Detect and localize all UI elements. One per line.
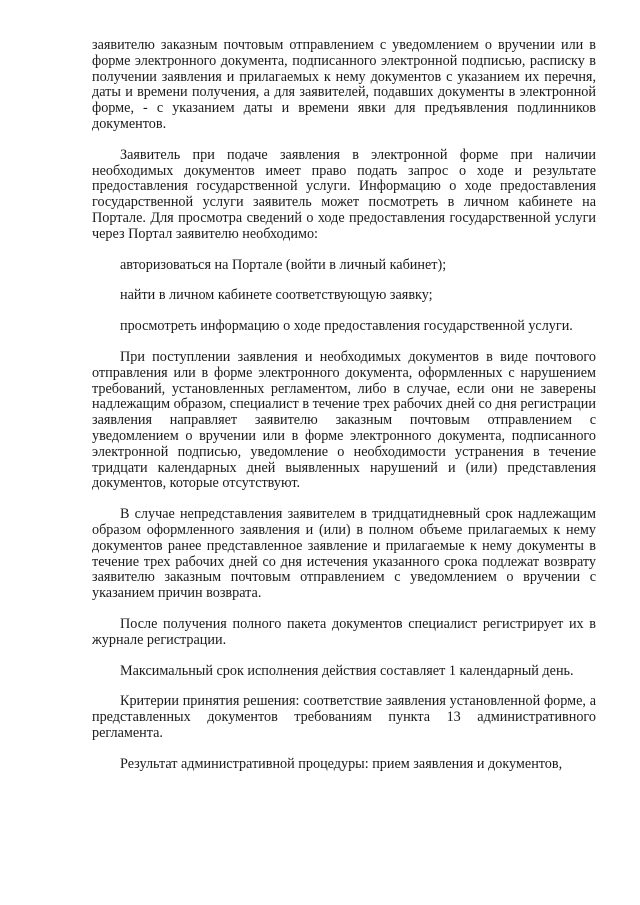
paragraph-step-authorize: авторизоваться на Портале (войти в личный кабинет);	[120, 256, 447, 273]
paragraph-max-duration: Максимальный срок исполнения действия составляет 1 календарный день.	[120, 662, 574, 679]
paragraph-step-find-request: найти в личном кабинете соответствующую заявку;	[120, 287, 433, 304]
paragraph-procedure-result: Результат административной процедуры: прием заявления и документов,	[120, 755, 563, 772]
paragraph-decision-criteria: Критерии принятия решения: соответствие заявления установленной форме, а представленных документов требованиям пункта 13 административного регламента.	[92, 693, 596, 741]
paragraph-delivery-receipt: заявителю заказным почтовым отправлением с уведомлением о вручении или в форме электронного документа, подписанного электронной подписью, расписку в получении заявления и прилагаемых к нему документов с указанием их перечня, даты и времени получения, а для заявителей, подавших документы в электронной форме, - с указанием даты и времени явки для предъявления подлинников документов.	[92, 37, 596, 132]
paragraph-step-view-info: просмотреть информацию о ходе предоставления государственной услуги.	[120, 318, 573, 335]
paragraph-violations-notice: При поступлении заявления и необходимых документов в виде почтового отправления или в форме электронного документа, оформленных с нарушением требований, установленных регламентом, либо в случае, если они не заверены надлежащим образом, специалист в течение трех рабочих дней со дня регистрации заявления направляет заявителю заказным почтовым отправлением с уведомлением о вручении или в форме электронного документа, подписанного электронной подписью, уведомление о необходимости устранения в течение тридцати календарных дней выявленных нарушений и (или) представления документов, которые отсутствуют.	[92, 348, 596, 492]
paragraph-return-documents: В случае непредставления заявителем в тридцатидневный срок надлежащим образом оформленного заявления и (или) в полном объеме прилагаемых к нему документов ранее представленное заявление и прилагаемые к нему документы в течение трех рабочих дней со дня истечения указанного срока подлежат возврату заявителю заказным почтовым отправлением с уведомлением о вручении с указанием причин возврата.	[92, 506, 596, 602]
paragraph-status-request: Заявитель при подаче заявления в электронной форме при наличии необходимых документов имеет право подать запрос о ходе и результате предоставления государственной услуги. Информацию о ходе предоставления государственной услуги заявитель может посмотреть в личном кабинете на Портале. Для просмотра сведений о ходе предоставления государственной услуги через Портал заявителю необходимо:	[92, 146, 596, 242]
paragraph-registration: После получения полного пакета документов специалист регистрирует их в журнале регистрации.	[92, 615, 596, 648]
document-body	[92, 38, 596, 787]
